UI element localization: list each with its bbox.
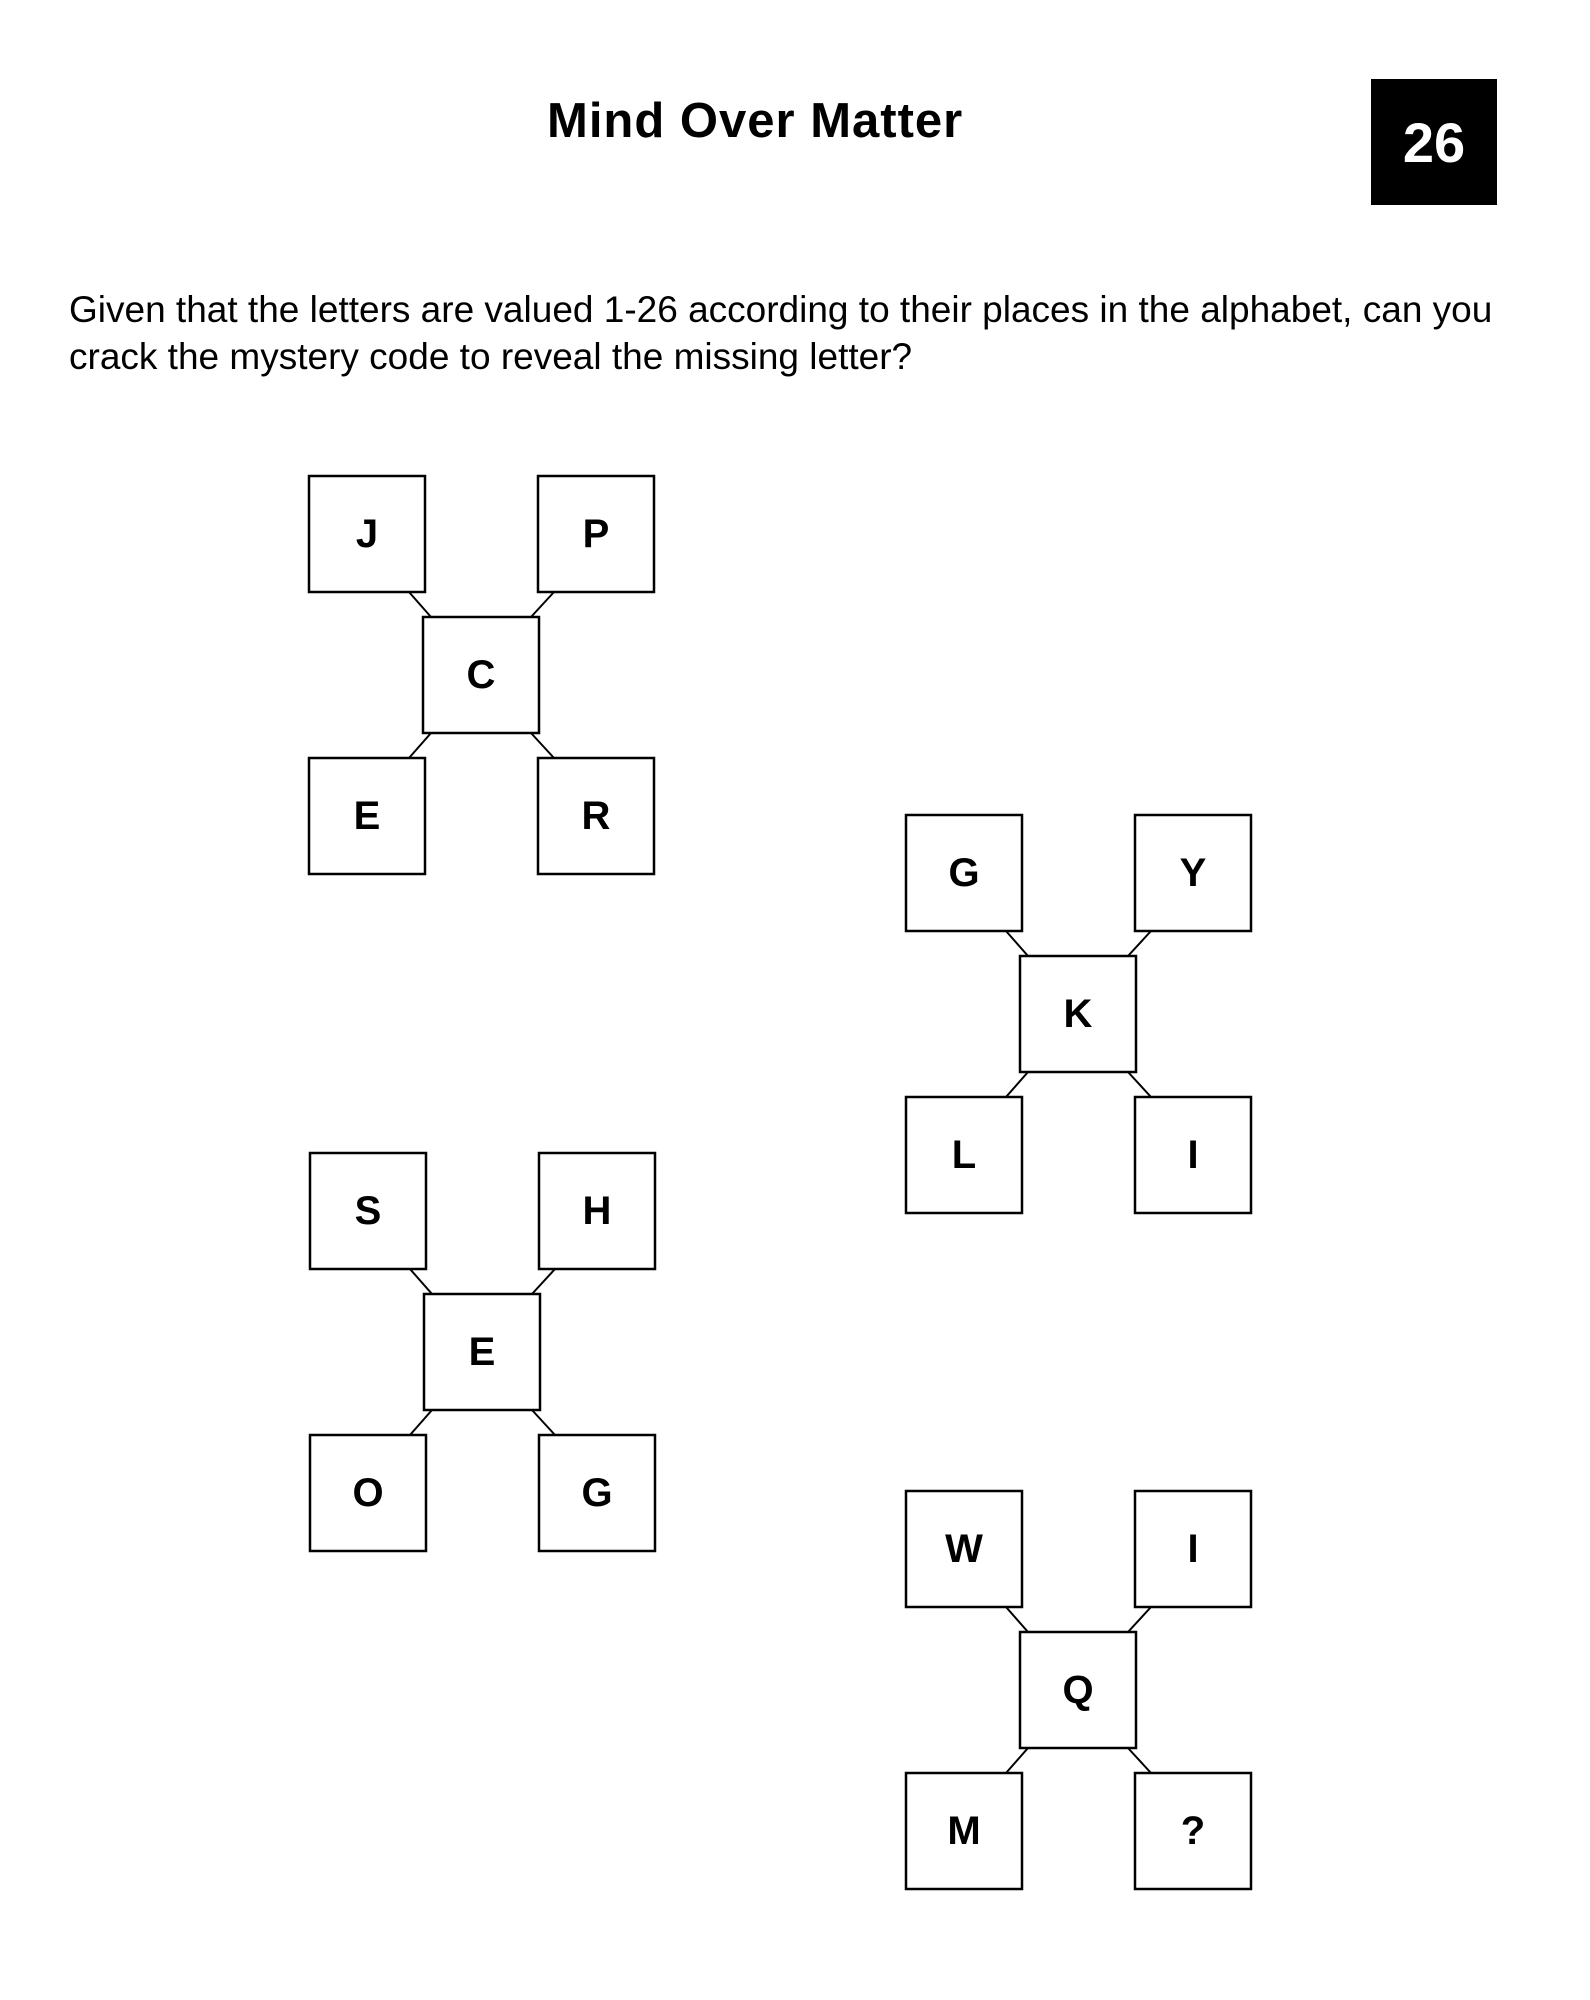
connector-line (1006, 1072, 1028, 1097)
letter-center: Q (1062, 1668, 1094, 1712)
letter-bottom-right: R (581, 794, 611, 838)
letter-box-center (1020, 956, 1136, 1072)
letter-top-left: W (945, 1527, 983, 1571)
page-number-badge: 26 (1371, 79, 1497, 205)
puzzle-cross-4 (906, 1491, 1251, 1889)
letter-top-left: J (355, 512, 379, 556)
connector-line (409, 733, 431, 758)
letter-center: C (466, 653, 496, 697)
letter-bottom-right: ? (1180, 1809, 1206, 1853)
letter-center: E (468, 1330, 496, 1374)
letter-box-top-right (539, 1153, 655, 1269)
letter-box-bottom-right (1135, 1773, 1251, 1889)
page-title: Mind Over Matter (547, 94, 964, 148)
letter-top-right: P (582, 512, 610, 556)
letter-bottom-left: M (947, 1809, 981, 1853)
puzzle-cross-1 (309, 476, 654, 874)
connector-line (531, 733, 554, 758)
connector-line (1128, 1607, 1151, 1632)
letter-box-bottom-left (309, 758, 425, 874)
letter-bottom-left: O (352, 1471, 384, 1515)
letter-top-right: I (1187, 1527, 1199, 1571)
letter-box-center (424, 1294, 540, 1410)
puzzle-instructions: Given that the letters are valued 1-26 according to their places in the alphabet, can you crack the mystery code to reveal the missing letter? (69, 289, 1493, 377)
connector-line (410, 1410, 432, 1435)
letter-box-top-right (1135, 815, 1251, 931)
connector-line (1128, 931, 1151, 956)
connector-line (531, 592, 554, 617)
connector-line (532, 1410, 555, 1435)
letter-top-right: H (582, 1189, 612, 1233)
letter-box-top-left (906, 1491, 1022, 1607)
puzzle-cross-3 (310, 1153, 655, 1551)
letter-top-left: G (948, 851, 980, 895)
letter-top-left: S (354, 1189, 382, 1233)
letter-bottom-right: G (581, 1471, 613, 1515)
letter-box-bottom-right (539, 1435, 655, 1551)
letter-bottom-right: I (1187, 1133, 1199, 1177)
letter-box-top-left (309, 476, 425, 592)
connector-line (1006, 1607, 1028, 1632)
connector-line (1128, 1748, 1151, 1773)
connector-line (410, 1269, 432, 1294)
letter-bottom-left: L (951, 1133, 977, 1177)
letter-box-top-left (310, 1153, 426, 1269)
letter-box-bottom-left (906, 1097, 1022, 1213)
connector-line (532, 1269, 555, 1294)
connector-line (409, 592, 431, 617)
letter-top-right: Y (1179, 851, 1207, 895)
letter-box-bottom-right (538, 758, 654, 874)
letter-box-center (1020, 1632, 1136, 1748)
letter-box-top-left (906, 815, 1022, 931)
connector-line (1006, 1748, 1028, 1773)
letter-box-bottom-right (1135, 1097, 1251, 1213)
puzzle-cross-2 (906, 815, 1251, 1213)
letter-box-bottom-left (310, 1435, 426, 1551)
letter-box-bottom-left (906, 1773, 1022, 1889)
letter-box-center (423, 617, 539, 733)
connector-line (1128, 1072, 1151, 1097)
letter-box-top-right (1135, 1491, 1251, 1607)
letter-center: K (1063, 992, 1093, 1036)
letter-box-top-right (538, 476, 654, 592)
letter-bottom-left: E (353, 794, 381, 838)
connector-line (1006, 931, 1028, 956)
